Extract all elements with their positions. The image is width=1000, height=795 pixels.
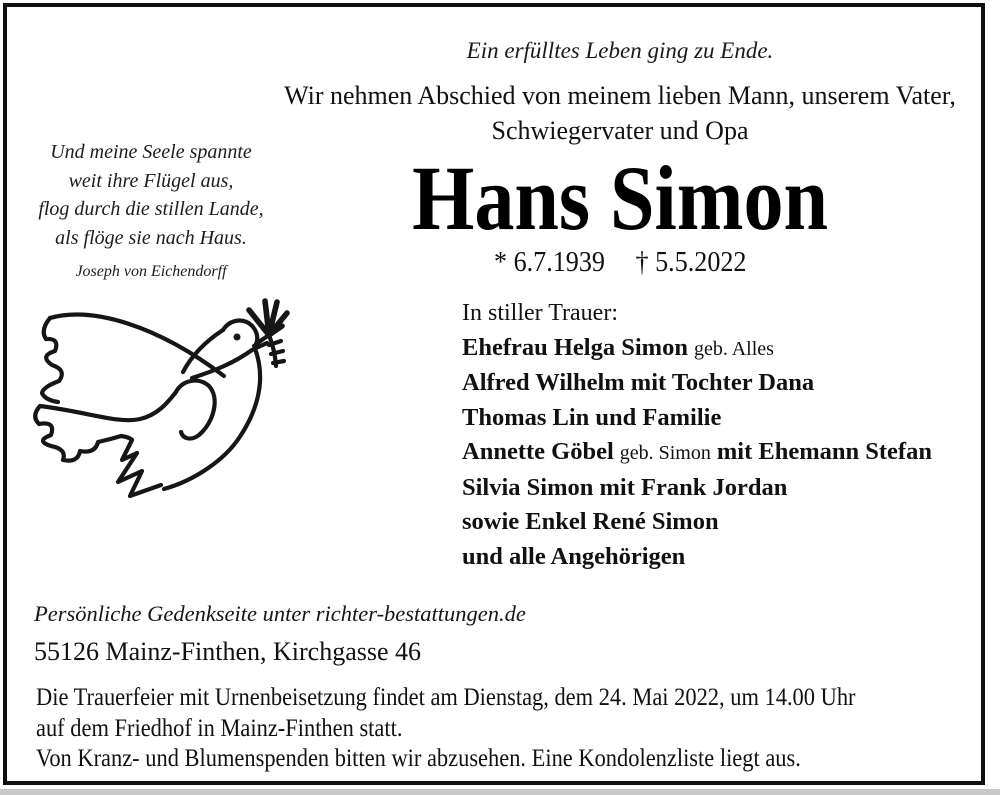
dove-with-olive-branch-icon [18,288,320,503]
memorial-poem [0,138,302,287]
obituary-header [238,36,1000,278]
intro-line-2: Schwiegervater und Opa [491,116,749,145]
condolence-line: Von Kranz- und Blumenspenden bitten wir abzusehen. Eine Kondolenzliste liegt aus. [36,743,801,772]
funeral-home-address: 55126 Mainz-Finthen, Kirchgasse 46 [34,637,422,666]
mourner-entry: und alle Angehörigen [462,542,686,570]
mourner-entry: Ehefrau Helga Simon geb. Alles [462,333,774,361]
deceased-name: Hans Simon [412,147,828,249]
intro-line-1: Wir nehmen Abschied von meinem lieben Mann, unserem Vater, [284,81,956,110]
life-dates [238,246,1000,278]
poem-line: flog durch die stillen Lande, [38,198,264,220]
intro-text [238,78,1000,148]
mourner-entry: Alfred Wilhelm mit Tochter Dana [462,369,815,396]
service-line-1: Die Trauerfeier mit Urnenbeisetzung findet am Dienstag, dem 24. Mai 2022, um 14.00 Uhr [36,682,856,711]
death-date: † 5.5.2022 [635,246,747,278]
poem-line: weit ihre Flügel aus, [68,169,234,192]
mourner-entry: Thomas Lin und Familie [462,403,722,431]
mourners-heading: In stiller Trauer: [462,300,618,326]
memorial-website-line: Persönliche Gedenkseite unter richter-bestattungen.de [34,601,526,626]
maiden-name-note: geb. Simon [619,442,711,464]
mourners-list [462,296,932,574]
maiden-name-note: geb. Alles [693,337,774,360]
mourner-entry: Annette Göbel geb. Simon mit Ehemann Stefan [462,438,932,465]
birth-date: * 6.7.1939 [493,246,605,278]
poem-line: als flöge sie nach Haus. [55,226,247,249]
service-line-2: auf dem Friedhof in Mainz-Finthen statt. [36,712,403,742]
dove-eye [234,334,241,341]
epigraph: Ein erfülltes Leben ging zu Ende. [466,38,774,63]
mourner-entry: Silvia Simon mit Frank Jordan [462,473,788,501]
mourner-entry: sowie Enkel René Simon [462,508,719,535]
poem-line: Und meine Seele spannte [50,141,252,163]
page-bottom-strip [0,789,1000,795]
poem-attribution: Joseph von Eichendorff [75,263,227,280]
service-information [36,682,856,774]
